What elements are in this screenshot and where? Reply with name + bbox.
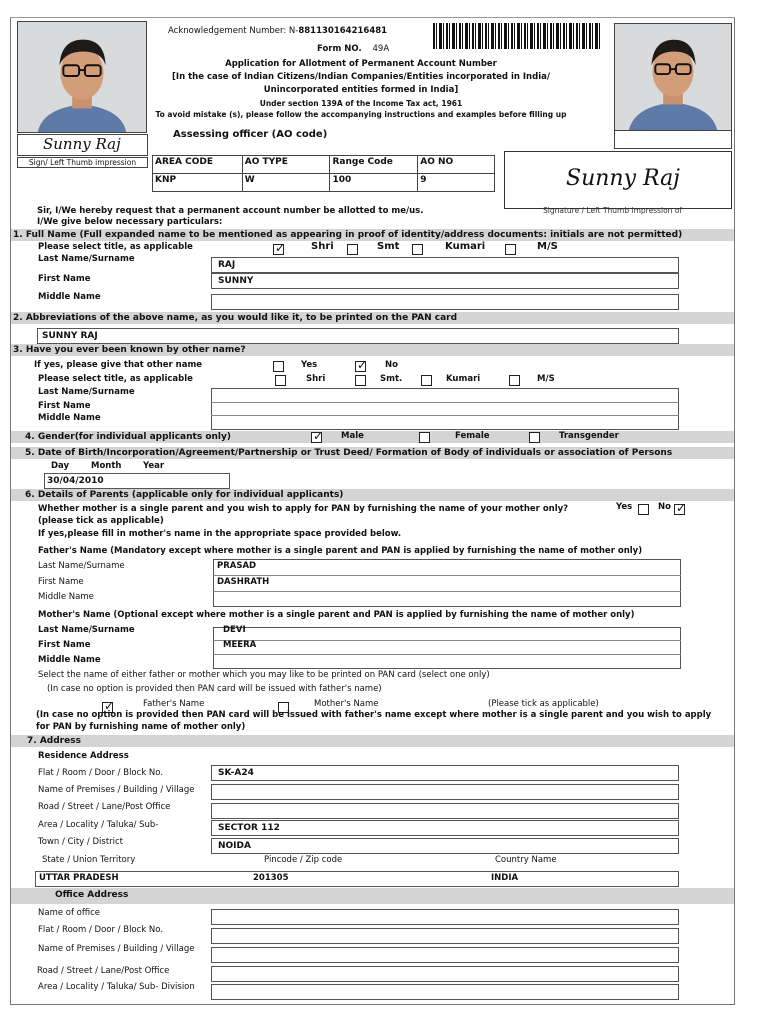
s5-month-label: Month <box>91 461 122 471</box>
s6-question-2: (please tick as applicable) <box>38 516 164 526</box>
s7-office-area-field[interactable] <box>211 984 679 1000</box>
request-line-1: Sir, I/We hereby request that a permanent account number be allotted to me/us. <box>37 206 424 216</box>
s7-premises-field[interactable] <box>211 784 679 800</box>
s7-office-flat-field[interactable] <box>211 928 679 944</box>
pan-form-page <box>10 17 735 1005</box>
s7-residence-label: Residence Address <box>38 751 129 761</box>
s7-office-name-label: Name of office <box>38 908 100 918</box>
s7-country-label: Country Name <box>495 855 557 865</box>
s3-title-ms-checkbox[interactable] <box>509 375 520 386</box>
applicant-photo-left <box>17 21 147 133</box>
s7-country-field[interactable]: INDIA <box>491 873 519 883</box>
s3-title-kumari-checkbox[interactable] <box>421 375 432 386</box>
ao-value-range[interactable]: 100 <box>330 174 418 192</box>
s6-mother-last-field[interactable]: DEVI <box>223 625 246 635</box>
s6-father-name-fields <box>213 559 681 607</box>
s1-title-ms-checkbox[interactable] <box>505 244 516 255</box>
s1-first-label: First Name <box>38 274 91 284</box>
s1-middle-label: Middle Name <box>38 292 101 302</box>
section-note: Under section 139A of the Income Tax act, 1961 <box>259 99 463 108</box>
s1-title-kumari-checkbox[interactable] <box>412 244 423 255</box>
ao-code-table <box>152 155 495 192</box>
s1-title-smt-checkbox[interactable] <box>347 244 358 255</box>
person-photo-icon <box>615 24 731 130</box>
s3-yes-checkbox[interactable] <box>273 361 284 372</box>
section-3-heading: 3. Have you ever been known by other name? <box>11 344 734 356</box>
s4-transgender-checkbox[interactable] <box>529 432 540 443</box>
s6-question-1: Whether mother is a single parent and you wish to apply for PAN by furnishing the name of your mother only? <box>38 504 569 514</box>
s1-title-shri: Shri <box>311 241 334 252</box>
s7-pin-label: Pincode / Zip code <box>264 855 343 865</box>
s7-road-field[interactable] <box>211 803 679 819</box>
s5-year-label: Year <box>143 461 165 471</box>
s6-bold-note-2: for PAN by furnishing name of mother only) <box>36 722 246 732</box>
s6-bold-note-1: (In case no option is provided then PAN card will be issued with father's name except where mother is a single parent and you wish to apply <box>36 710 712 720</box>
s4-female-label: Female <box>455 431 490 441</box>
s1-title-shri-checkbox[interactable] <box>273 244 284 255</box>
s3-no-label: No <box>385 360 398 370</box>
s6-select-label: Select the name of either father or mother which you may like to be printed on PAN card (select one only) <box>38 670 490 680</box>
s7-office-name-field[interactable] <box>211 909 679 925</box>
ao-value-area[interactable]: KNP <box>153 174 243 192</box>
s6-question-3: If yes,please fill in mother's name in the appropriate space provided below. <box>38 529 402 539</box>
instruction-note: To avoid mistake (s), please follow the accompanying instructions and examples before filling up <box>155 110 567 119</box>
s6-yes-label: Yes <box>616 502 633 512</box>
s7-flat-field[interactable]: SK-A24 <box>211 765 679 781</box>
s6-father-first-field[interactable]: DASHRATH <box>217 577 270 587</box>
request-line-2: I/We give below necessary particulars: <box>37 217 223 227</box>
s7-area-label: Area / Locality / Taluka/ Sub- <box>38 820 159 830</box>
form-subtitle-1: [In the case of Indian Citizens/Indian Companies/Entities incorporated in India/ <box>172 72 550 82</box>
s3-last-label: Last Name/Surname <box>38 387 135 397</box>
s7-state-field[interactable]: UTTAR PRADESH <box>39 873 119 883</box>
s7-area-field[interactable]: SECTOR 112 <box>211 820 679 836</box>
left-signature-caption: Sign/ Left Thumb impression <box>17 157 148 168</box>
s4-male-label: Male <box>341 431 364 441</box>
section-1-heading: 1. Full Name (Full expanded name to be mentioned as appearing in proof of identity/address documents: initials are not permitted) <box>11 229 734 241</box>
s7-town-label: Town / City / District <box>38 837 124 847</box>
s3-middle-label: Middle Name <box>38 413 101 423</box>
s7-pin-field[interactable]: 201305 <box>253 873 289 883</box>
s3-title-kumari: Kumari <box>446 374 481 384</box>
s7-office-premises-field[interactable] <box>211 947 679 963</box>
s7-office-heading: Office Address <box>11 888 734 904</box>
ao-value-no[interactable]: 9 <box>418 174 495 192</box>
s5-day-label: Day <box>51 461 70 471</box>
s6-mother-middle-label: Middle Name <box>38 655 101 665</box>
s3-no-checkbox[interactable] <box>355 361 366 372</box>
s6-mother-first-field[interactable]: MEERA <box>223 640 257 650</box>
s7-road-label: Road / Street / Lane/Post Office <box>38 802 171 812</box>
s3-title-ms: M/S <box>537 374 555 384</box>
s1-last-name-field[interactable]: RAJ <box>211 257 679 273</box>
form-subtitle-2: Unincorporated entities formed in India] <box>263 85 459 95</box>
barcode <box>433 23 601 49</box>
s7-office-premises-label: Name of Premises / Building / Village <box>38 944 195 954</box>
s1-title-ms: M/S <box>537 241 558 252</box>
s6-mother-first-label: First Name <box>38 640 91 650</box>
s1-last-label: Last Name/Surname <box>38 254 135 264</box>
s6-fathers-name-label: Father's Name <box>143 699 205 709</box>
ao-header-area: AREA CODE <box>153 156 243 174</box>
ao-header-range: Range Code <box>330 156 418 174</box>
s4-male-checkbox[interactable] <box>311 432 322 443</box>
section-7-heading: 7. Address <box>11 735 734 747</box>
s3-first-label: First Name <box>38 401 91 411</box>
s6-mother-heading: Mother's Name (Optional except where mother is a single parent and PAN is applied by furnishing the name of mother only) <box>38 610 635 620</box>
left-signature-box <box>17 134 148 156</box>
s7-office-flat-label: Flat / Room / Door / Block No. <box>38 925 164 935</box>
ao-value-type[interactable]: W <box>242 174 330 192</box>
s1-first-name-field[interactable]: SUNNY <box>211 273 679 289</box>
s3-title-label: Please select title, as applicable <box>38 374 193 384</box>
right-signature-caption: Signature / Left Thumb impression of <box>543 206 683 215</box>
s5-dob-field[interactable]: 30/04/2010 <box>44 473 230 489</box>
ack-line: Acknowledgement Number: N-881130164216481 <box>168 26 388 36</box>
form-title: Application for Allotment of Permanent Account Number <box>225 59 497 69</box>
s6-father-middle-label: Middle Name <box>38 592 94 602</box>
s7-office-road-field[interactable] <box>211 966 679 982</box>
ao-header-no: AO NO <box>418 156 495 174</box>
s7-flat-label: Flat / Room / Door / Block No. <box>38 768 164 778</box>
s7-state-pin-country-row <box>35 871 679 887</box>
section-6-heading: 6. Details of Parents (applicable only for individual applicants) <box>11 489 734 501</box>
form-number: Form NO. 49A <box>317 44 390 54</box>
s1-title-smt: Smt <box>377 241 400 252</box>
s3-title-shri: Shri <box>306 374 326 384</box>
s2-abbreviation-field[interactable]: SUNNY RAJ <box>37 328 679 344</box>
s6-father-heading: Father's Name (Mandatory except where mother is a single parent and PAN is applied by furnishing the name of mother only) <box>38 546 643 556</box>
ao-header-type: AO TYPE <box>242 156 330 174</box>
s6-select-note: (In case no option is provided then PAN card will be issued with father's name) <box>47 684 382 694</box>
section-2-heading: 2. Abbreviations of the above name, as you would like it, to be printed on the PAN card <box>11 312 734 324</box>
right-signature: Sunny Raj <box>566 166 681 191</box>
right-photo-frame <box>614 131 732 149</box>
s1-title-kumari: Kumari <box>445 241 486 252</box>
section-5-heading: 5. Date of Birth/Incorporation/Agreement/Partnership or Trust Deed/ Formation of Body of individuals or association of Persons <box>11 447 734 459</box>
s6-father-first-label: First Name <box>38 577 84 587</box>
s6-yes-checkbox[interactable] <box>638 504 649 515</box>
s7-state-label: State / Union Territory <box>42 855 136 865</box>
s4-female-checkbox[interactable] <box>419 432 430 443</box>
s3-other-name-fields[interactable] <box>211 388 679 430</box>
s6-mothers-name-label: Mother's Name <box>314 699 379 709</box>
s7-town-field[interactable]: NOIDA <box>211 838 679 854</box>
s7-office-road-label: Road / Street / Lane/Post Office <box>37 966 170 976</box>
s3-title-shri-checkbox[interactable] <box>275 375 286 386</box>
s6-mother-last-label: Last Name/Surname <box>38 625 135 635</box>
s6-mother-name-fields <box>213 627 681 669</box>
s4-transgender-label: Transgender <box>559 431 619 441</box>
s7-office-area-label: Area / Locality / Taluka/ Sub- Division <box>38 982 195 992</box>
s1-middle-name-field[interactable] <box>211 294 679 310</box>
s3-title-smt-checkbox[interactable] <box>355 375 366 386</box>
s3-yes-label: Yes <box>301 360 318 370</box>
s7-premises-label: Name of Premises / Building / Village <box>38 785 195 795</box>
s6-father-last-field[interactable]: PRASAD <box>217 561 257 571</box>
left-signature: Sunny Raj <box>43 135 121 153</box>
s6-father-last-label: Last Name/Surname <box>38 561 125 571</box>
assessing-officer-label: Assessing officer (AO code) <box>173 129 328 140</box>
s1-title-label: Please select title, as applicable <box>38 242 193 252</box>
person-photo-icon <box>18 22 146 132</box>
section-4-heading: 4. Gender(for individual applicants only) <box>11 431 734 443</box>
s6-tick-note: (Please tick as applicable) <box>488 699 599 709</box>
applicant-photo-right <box>614 23 732 131</box>
s3-title-smt: Smt. <box>380 374 403 384</box>
s6-no-checkbox[interactable] <box>674 504 685 515</box>
s3-ifyes-label: If yes, please give that other name <box>34 360 203 370</box>
s6-no-label: No <box>658 502 671 512</box>
